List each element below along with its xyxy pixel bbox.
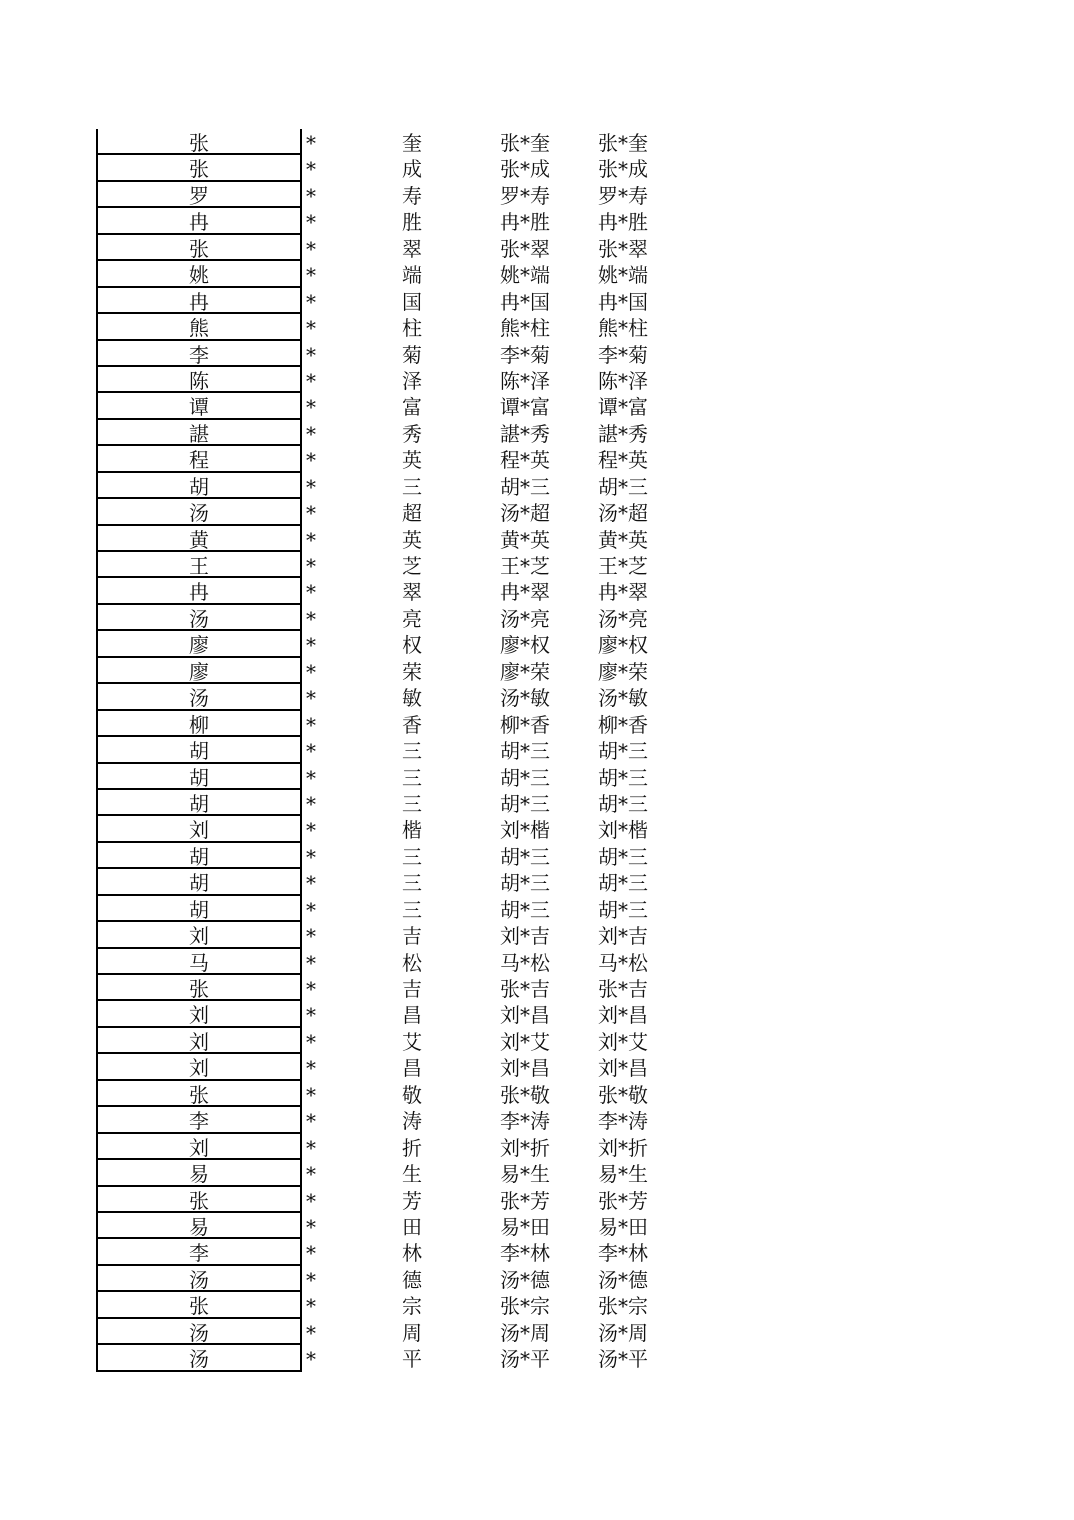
masked-name-copy-cell: 张*翠 — [598, 236, 648, 261]
masked-name-cell: 张*敬 — [500, 1082, 550, 1107]
surname-cell: 汤 — [96, 684, 302, 710]
masked-name-cell: 张*奎 — [500, 131, 550, 155]
mask-cell: * — [306, 818, 316, 843]
table-row — [96, 446, 666, 472]
surname-cell: 胡 — [96, 869, 302, 895]
table-row — [96, 1001, 666, 1027]
masked-name-cell: 刘*折 — [500, 1135, 550, 1160]
masked-name-cell: 胡*三 — [500, 739, 550, 764]
surname-cell: 汤 — [96, 1266, 302, 1292]
surname-cell: 冉 — [96, 578, 302, 604]
mask-cell: * — [306, 606, 316, 631]
masked-name-copy-cell: 胡*三 — [598, 871, 648, 896]
table-row — [96, 1319, 666, 1345]
masked-name-copy-cell: 马*松 — [598, 950, 648, 975]
masked-name-copy-cell: 张*吉 — [598, 977, 648, 1001]
given-name-cell: 三 — [402, 791, 422, 816]
mask-cell: * — [306, 183, 316, 208]
masked-name-copy-cell: 冉*翠 — [598, 580, 648, 605]
mask-cell: * — [306, 659, 316, 684]
given-name-cell: 松 — [402, 950, 422, 975]
mask-cell: * — [306, 924, 316, 949]
given-name-cell: 折 — [402, 1135, 422, 1160]
masked-name-copy-cell: 胡*三 — [598, 474, 648, 499]
surname-cell: 刘 — [96, 1028, 302, 1054]
surname-cell: 汤 — [96, 1319, 302, 1345]
given-name-cell: 三 — [402, 474, 422, 499]
masked-name-cell: 廖*荣 — [500, 659, 550, 684]
surname-cell: 马 — [96, 949, 302, 975]
masked-name-cell: 刘*楷 — [500, 818, 550, 843]
given-name-cell: 端 — [402, 263, 422, 288]
surname-cell: 陈 — [96, 367, 302, 393]
surname-cell: 易 — [96, 1160, 302, 1186]
mask-cell: * — [306, 844, 316, 869]
mask-cell: * — [306, 1214, 316, 1239]
given-name-cell: 富 — [402, 395, 422, 420]
given-name-cell: 吉 — [402, 977, 422, 1001]
masked-name-copy-cell: 汤*周 — [598, 1320, 648, 1345]
masked-name-cell: 胡*三 — [500, 765, 550, 790]
given-name-cell: 亮 — [402, 606, 422, 631]
masked-name-cell: 熊*柱 — [500, 316, 550, 341]
surname-cell: 谭 — [96, 393, 302, 419]
surname-cell: 刘 — [96, 922, 302, 948]
masked-name-copy-cell: 冉*国 — [598, 289, 648, 314]
surname-cell: 王 — [96, 552, 302, 578]
masked-name-copy-cell: 张*成 — [598, 157, 648, 182]
surname-cell: 冉 — [96, 288, 302, 314]
mask-cell: * — [306, 1347, 316, 1372]
table-row — [96, 552, 666, 578]
given-name-cell: 德 — [402, 1267, 422, 1292]
mask-cell: * — [306, 289, 316, 314]
given-name-cell: 宗 — [402, 1294, 422, 1319]
masked-name-copy-cell: 姚*端 — [598, 263, 648, 288]
mask-cell: * — [306, 897, 316, 922]
masked-name-copy-cell: 张*芳 — [598, 1188, 648, 1213]
surname-cell: 胡 — [96, 790, 302, 816]
table-row — [96, 1107, 666, 1133]
given-name-cell: 国 — [402, 289, 422, 314]
given-name-cell: 权 — [402, 633, 422, 658]
given-name-cell: 三 — [402, 871, 422, 896]
masked-name-copy-cell: 易*生 — [598, 1162, 648, 1187]
given-name-cell: 周 — [402, 1320, 422, 1345]
surname-cell: 张 — [96, 1187, 302, 1213]
given-name-cell: 三 — [402, 739, 422, 764]
given-name-cell: 寿 — [402, 183, 422, 208]
mask-cell: * — [306, 1188, 316, 1213]
given-name-cell: 林 — [402, 1241, 422, 1266]
table-row — [96, 631, 666, 657]
table-row — [96, 235, 666, 261]
masked-name-cell: 王*芝 — [500, 554, 550, 578]
surname-cell: 张 — [96, 129, 302, 155]
table-row — [96, 1028, 666, 1054]
masked-name-cell: 刘*昌 — [500, 1003, 550, 1028]
masked-name-cell: 马*松 — [500, 950, 550, 975]
masked-name-copy-cell: 胡*三 — [598, 844, 648, 869]
surname-cell: 汤 — [96, 605, 302, 631]
masked-name-copy-cell: 胡*三 — [598, 791, 648, 816]
masked-name-cell: 刘*艾 — [500, 1029, 550, 1054]
surname-cell: 刘 — [96, 1001, 302, 1027]
masked-name-copy-cell: 刘*艾 — [598, 1029, 648, 1054]
mask-cell: * — [306, 131, 316, 155]
table-row — [96, 261, 666, 287]
masked-name-copy-cell: 汤*敏 — [598, 686, 648, 711]
surname-cell: 姚 — [96, 261, 302, 287]
given-name-cell: 芝 — [402, 554, 422, 578]
surname-cell: 汤 — [96, 1345, 302, 1371]
mask-cell: * — [306, 1056, 316, 1081]
masked-name-copy-cell: 程*英 — [598, 448, 648, 473]
table-row — [96, 367, 666, 393]
masked-name-cell: 谭*富 — [500, 395, 550, 420]
surname-cell: 李 — [96, 341, 302, 367]
table-row — [96, 816, 666, 842]
mask-cell: * — [306, 263, 316, 288]
mask-cell: * — [306, 236, 316, 261]
mask-cell: * — [306, 633, 316, 658]
masked-name-cell: 易*生 — [500, 1162, 550, 1187]
mask-cell: * — [306, 1241, 316, 1266]
surname-cell: 黄 — [96, 526, 302, 552]
given-name-cell: 奎 — [402, 131, 422, 155]
masked-name-cell: 易*田 — [500, 1214, 550, 1239]
given-name-cell: 三 — [402, 897, 422, 922]
table-row — [96, 182, 666, 208]
given-name-cell: 艾 — [402, 1029, 422, 1054]
masked-name-copy-cell: 罗*寿 — [598, 183, 648, 208]
masked-name-cell: 李*林 — [500, 1241, 550, 1266]
given-name-cell: 芳 — [402, 1188, 422, 1213]
surname-cell: 张 — [96, 235, 302, 261]
table-row — [96, 393, 666, 419]
masked-name-copy-cell: 李*林 — [598, 1241, 648, 1266]
masked-name-copy-cell: 刘*楷 — [598, 818, 648, 843]
masked-name-cell: 胡*三 — [500, 871, 550, 896]
table-row — [96, 949, 666, 975]
masked-name-copy-cell: 汤*平 — [598, 1347, 648, 1372]
table-row — [96, 922, 666, 948]
masked-name-copy-cell: 柳*香 — [598, 712, 648, 737]
mask-cell: * — [306, 157, 316, 182]
table-row — [96, 869, 666, 895]
table-row — [96, 341, 666, 367]
masked-name-copy-cell: 黄*英 — [598, 527, 648, 552]
table-row — [96, 208, 666, 234]
masked-name-cell: 刘*昌 — [500, 1056, 550, 1081]
mask-cell: * — [306, 554, 316, 578]
masked-name-copy-cell: 谭*富 — [598, 395, 648, 420]
mask-cell: * — [306, 791, 316, 816]
masked-name-cell: 胡*三 — [500, 474, 550, 499]
masked-name-cell: 张*成 — [500, 157, 550, 182]
mask-cell: * — [306, 527, 316, 552]
mask-cell: * — [306, 739, 316, 764]
mask-cell: * — [306, 210, 316, 235]
masked-name-cell: 刘*吉 — [500, 924, 550, 949]
table-row — [96, 420, 666, 446]
mask-cell: * — [306, 977, 316, 1001]
masked-name-cell: 柳*香 — [500, 712, 550, 737]
given-name-cell: 昌 — [402, 1003, 422, 1028]
given-name-cell: 三 — [402, 844, 422, 869]
masked-name-cell: 李*涛 — [500, 1109, 550, 1134]
masked-name-cell: 廖*权 — [500, 633, 550, 658]
mask-cell: * — [306, 1082, 316, 1107]
masked-name-cell: 黄*英 — [500, 527, 550, 552]
mask-cell: * — [306, 580, 316, 605]
masked-name-cell: 陈*泽 — [500, 368, 550, 393]
mask-cell: * — [306, 501, 316, 526]
masked-name-cell: 姚*端 — [500, 263, 550, 288]
mask-cell: * — [306, 368, 316, 393]
masked-name-cell: 张*吉 — [500, 977, 550, 1001]
table-row — [96, 578, 666, 604]
mask-cell: * — [306, 1029, 316, 1054]
given-name-cell: 秀 — [402, 421, 422, 446]
table-row — [96, 975, 666, 1001]
table-row — [96, 499, 666, 525]
table-row — [96, 1345, 666, 1371]
surname-cell: 李 — [96, 1239, 302, 1265]
masked-name-copy-cell: 冉*胜 — [598, 210, 648, 235]
mask-cell: * — [306, 316, 316, 341]
table-row — [96, 711, 666, 737]
surname-cell: 胡 — [96, 764, 302, 790]
masked-name-cell: 罗*寿 — [500, 183, 550, 208]
masked-name-cell: 李*菊 — [500, 342, 550, 367]
given-name-cell: 吉 — [402, 924, 422, 949]
given-name-cell: 成 — [402, 157, 422, 182]
given-name-cell: 涛 — [402, 1109, 422, 1134]
masked-name-cell: 諶*秀 — [500, 421, 550, 446]
table-row — [96, 1292, 666, 1318]
surname-cell: 刘 — [96, 1054, 302, 1080]
surname-cell: 冉 — [96, 208, 302, 234]
table-row — [96, 605, 666, 631]
given-name-cell: 英 — [402, 527, 422, 552]
surname-cell: 张 — [96, 975, 302, 1001]
given-name-cell: 菊 — [402, 342, 422, 367]
masked-name-cell: 张*宗 — [500, 1294, 550, 1319]
mask-cell: * — [306, 474, 316, 499]
surname-cell: 熊 — [96, 314, 302, 340]
mask-cell: * — [306, 1320, 316, 1345]
given-name-cell: 敏 — [402, 686, 422, 711]
masked-name-copy-cell: 汤*超 — [598, 501, 648, 526]
masked-name-copy-cell: 易*田 — [598, 1214, 648, 1239]
mask-cell: * — [306, 1135, 316, 1160]
mask-cell: * — [306, 342, 316, 367]
masked-name-copy-cell: 刘*昌 — [598, 1003, 648, 1028]
table-row — [96, 526, 666, 552]
masked-name-cell: 冉*翠 — [500, 580, 550, 605]
surname-cell: 胡 — [96, 843, 302, 869]
surname-cell: 张 — [96, 1081, 302, 1107]
surname-cell: 程 — [96, 446, 302, 472]
mask-cell: * — [306, 712, 316, 737]
table-row — [96, 314, 666, 340]
name-sheet — [96, 129, 666, 1372]
mask-cell: * — [306, 950, 316, 975]
table-row — [96, 129, 666, 155]
surname-cell: 汤 — [96, 499, 302, 525]
given-name-cell: 翠 — [402, 236, 422, 261]
masked-name-copy-cell: 廖*权 — [598, 633, 648, 658]
surname-cell: 张 — [96, 1292, 302, 1318]
given-name-cell: 平 — [402, 1347, 422, 1372]
given-name-cell: 英 — [402, 448, 422, 473]
masked-name-copy-cell: 胡*三 — [598, 765, 648, 790]
masked-name-copy-cell: 熊*柱 — [598, 316, 648, 341]
table-row — [96, 1187, 666, 1213]
table-row — [96, 896, 666, 922]
masked-name-cell: 汤*亮 — [500, 606, 550, 631]
masked-name-copy-cell: 諶*秀 — [598, 421, 648, 446]
surname-cell: 胡 — [96, 473, 302, 499]
surname-cell: 罗 — [96, 182, 302, 208]
masked-name-copy-cell: 李*菊 — [598, 342, 648, 367]
mask-cell: * — [306, 395, 316, 420]
table-row — [96, 1160, 666, 1186]
table-row — [96, 288, 666, 314]
masked-name-copy-cell: 胡*三 — [598, 739, 648, 764]
surname-cell: 刘 — [96, 1134, 302, 1160]
table-row — [96, 1054, 666, 1080]
mask-cell: * — [306, 871, 316, 896]
table-row — [96, 1134, 666, 1160]
masked-name-copy-cell: 刘*昌 — [598, 1056, 648, 1081]
masked-name-cell: 汤*周 — [500, 1320, 550, 1345]
given-name-cell: 超 — [402, 501, 422, 526]
surname-cell: 刘 — [96, 816, 302, 842]
masked-name-cell: 冉*胜 — [500, 210, 550, 235]
given-name-cell: 香 — [402, 712, 422, 737]
surname-cell: 廖 — [96, 631, 302, 657]
table-row — [96, 1081, 666, 1107]
mask-cell: * — [306, 1109, 316, 1134]
masked-name-cell: 张*翠 — [500, 236, 550, 261]
surname-cell: 廖 — [96, 658, 302, 684]
given-name-cell: 泽 — [402, 368, 422, 393]
surname-cell: 胡 — [96, 896, 302, 922]
surname-cell: 諶 — [96, 420, 302, 446]
masked-name-cell: 汤*敏 — [500, 686, 550, 711]
table-row — [96, 1213, 666, 1239]
table-row — [96, 658, 666, 684]
given-name-cell: 柱 — [402, 316, 422, 341]
table-row — [96, 684, 666, 710]
masked-name-cell: 胡*三 — [500, 844, 550, 869]
table-row — [96, 1266, 666, 1292]
table-row — [96, 790, 666, 816]
masked-name-copy-cell: 张*奎 — [598, 131, 648, 155]
table-row — [96, 155, 666, 181]
masked-name-cell: 张*芳 — [500, 1188, 550, 1213]
masked-name-copy-cell: 陈*泽 — [598, 368, 648, 393]
given-name-cell: 荣 — [402, 659, 422, 684]
masked-name-copy-cell: 张*敬 — [598, 1082, 648, 1107]
mask-cell: * — [306, 765, 316, 790]
surname-cell: 张 — [96, 155, 302, 181]
mask-cell: * — [306, 421, 316, 446]
masked-name-cell: 程*英 — [500, 448, 550, 473]
mask-cell: * — [306, 1003, 316, 1028]
given-name-cell: 生 — [402, 1162, 422, 1187]
mask-cell: * — [306, 1162, 316, 1187]
mask-cell: * — [306, 1294, 316, 1319]
table-row — [96, 843, 666, 869]
masked-name-copy-cell: 胡*三 — [598, 897, 648, 922]
masked-name-cell: 汤*平 — [500, 1347, 550, 1372]
masked-name-copy-cell: 刘*折 — [598, 1135, 648, 1160]
given-name-cell: 昌 — [402, 1056, 422, 1081]
surname-cell: 柳 — [96, 711, 302, 737]
surname-cell: 胡 — [96, 737, 302, 763]
table-row — [96, 737, 666, 763]
mask-cell: * — [306, 448, 316, 473]
given-name-cell: 三 — [402, 765, 422, 790]
surname-cell: 李 — [96, 1107, 302, 1133]
given-name-cell: 田 — [402, 1214, 422, 1239]
table-row — [96, 1239, 666, 1265]
given-name-cell: 楷 — [402, 818, 422, 843]
given-name-cell: 敬 — [402, 1082, 422, 1107]
mask-cell: * — [306, 686, 316, 711]
masked-name-copy-cell: 王*芝 — [598, 554, 648, 578]
masked-name-cell: 汤*德 — [500, 1267, 550, 1292]
masked-name-cell: 胡*三 — [500, 897, 550, 922]
given-name-cell: 翠 — [402, 580, 422, 605]
table-row — [96, 764, 666, 790]
masked-name-copy-cell: 汤*德 — [598, 1267, 648, 1292]
masked-name-cell: 冉*国 — [500, 289, 550, 314]
masked-name-copy-cell: 李*涛 — [598, 1109, 648, 1134]
masked-name-copy-cell: 廖*荣 — [598, 659, 648, 684]
masked-name-cell: 胡*三 — [500, 791, 550, 816]
masked-name-copy-cell: 张*宗 — [598, 1294, 648, 1319]
mask-cell: * — [306, 1267, 316, 1292]
table-row — [96, 473, 666, 499]
masked-name-copy-cell: 刘*吉 — [598, 924, 648, 949]
surname-cell: 易 — [96, 1213, 302, 1239]
masked-name-copy-cell: 汤*亮 — [598, 606, 648, 631]
masked-name-cell: 汤*超 — [500, 501, 550, 526]
given-name-cell: 胜 — [402, 210, 422, 235]
